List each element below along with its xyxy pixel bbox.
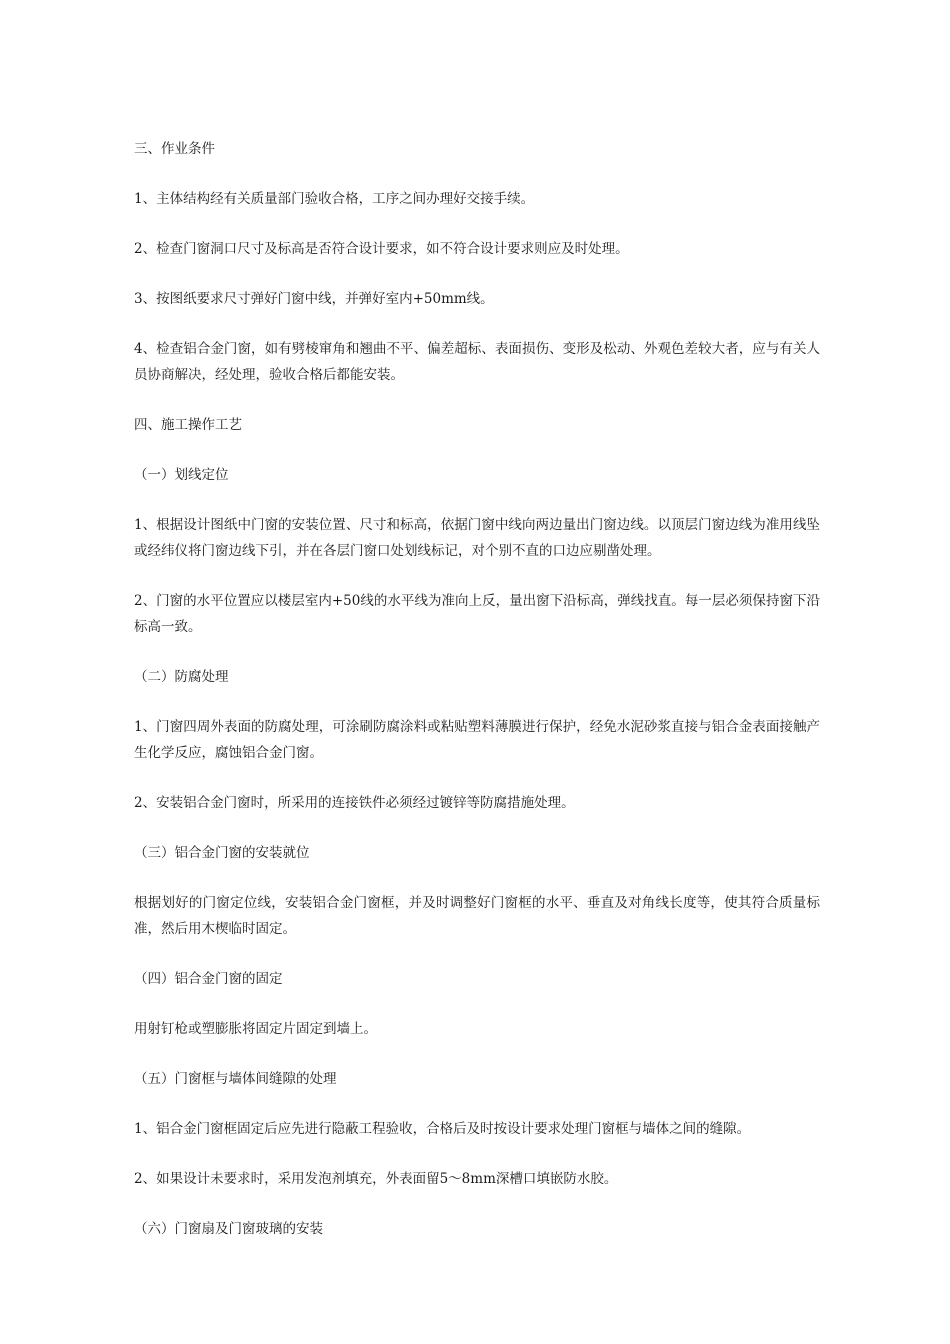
paragraph: 2、检查门窗洞口尺寸及标高是否符合设计要求，如不符合设计要求则应及时处理。 bbox=[134, 241, 629, 257]
paragraph: 2、门窗的水平位置应以楼层室内+50线的水平线为准向上反，量出窗下沿标高，弹线找直。每一层必须保持窗下沿标高一致。 bbox=[134, 593, 820, 635]
subsection-heading: （四）铝合金门窗的固定 bbox=[134, 971, 283, 987]
paragraph: 1、铝合金门窗框固定后应先进行隐蔽工程验收，合格后及时按设计要求处理门窗框与墙体之间的缝隙。 bbox=[134, 1121, 751, 1137]
subsection-heading: （二）防腐处理 bbox=[134, 669, 229, 685]
paragraph: 1、根据设计图纸中门窗的安装位置、尺寸和标高，依据门窗中线向两边量出门窗边线。以顶层门窗边线为准用线坠或经纬仪将门窗边线下引，并在各层门窗口处划线标记，对个别不直的口边应剔凿处理。 bbox=[134, 517, 820, 559]
paragraph: 1、主体结构经有关质量部门验收合格，工序之间办理好交接手续。 bbox=[134, 191, 535, 207]
subsection-heading: （三）铝合金门窗的安装就位 bbox=[134, 845, 310, 861]
paragraph: 用射钉枪或塑膨胀将固定片固定到墙上。 bbox=[134, 1021, 377, 1037]
paragraph: 3、按图纸要求尺寸弹好门窗中线，并弹好室内+50mm线。 bbox=[134, 291, 494, 307]
paragraph: 1、门窗四周外表面的防腐处理，可涂刷防腐涂料或粘贴塑料薄膜进行保护，经免水泥砂浆直接与铝合金表面接触产生化学反应，腐蚀铝合金门窗。 bbox=[134, 719, 820, 761]
paragraph: 2、如果设计未要求时，采用发泡剂填充，外表面留5～8mm深槽口填嵌防水胶。 bbox=[134, 1171, 618, 1187]
section-heading-construction-process: 四、施工操作工艺 bbox=[134, 417, 242, 433]
paragraph: 2、安装铝合金门窗时，所采用的连接铁件必须经过镀锌等防腐措施处理。 bbox=[134, 795, 575, 811]
section-heading-work-conditions: 三、作业条件 bbox=[134, 141, 215, 157]
paragraph: 根据划好的门窗定位线，安装铝合金门窗框，并及时调整好门窗框的水平、垂直及对角线长度等，使其符合质量标准，然后用木楔临时固定。 bbox=[134, 895, 820, 937]
paragraph: 4、检查铝合金门窗，如有劈棱窜角和翘曲不平、偏差超标、表面损伤、变形及松动、外观色差较大者，应与有关人员协商解决，经处理，验收合格后都能安装。 bbox=[134, 341, 820, 383]
subsection-heading: （一）划线定位 bbox=[134, 467, 229, 483]
subsection-heading: （五）门窗框与墙体间缝隙的处理 bbox=[134, 1071, 337, 1087]
document-body bbox=[134, 136, 820, 1266]
subsection-heading: （六）门窗扇及门窗玻璃的安装 bbox=[134, 1221, 323, 1237]
